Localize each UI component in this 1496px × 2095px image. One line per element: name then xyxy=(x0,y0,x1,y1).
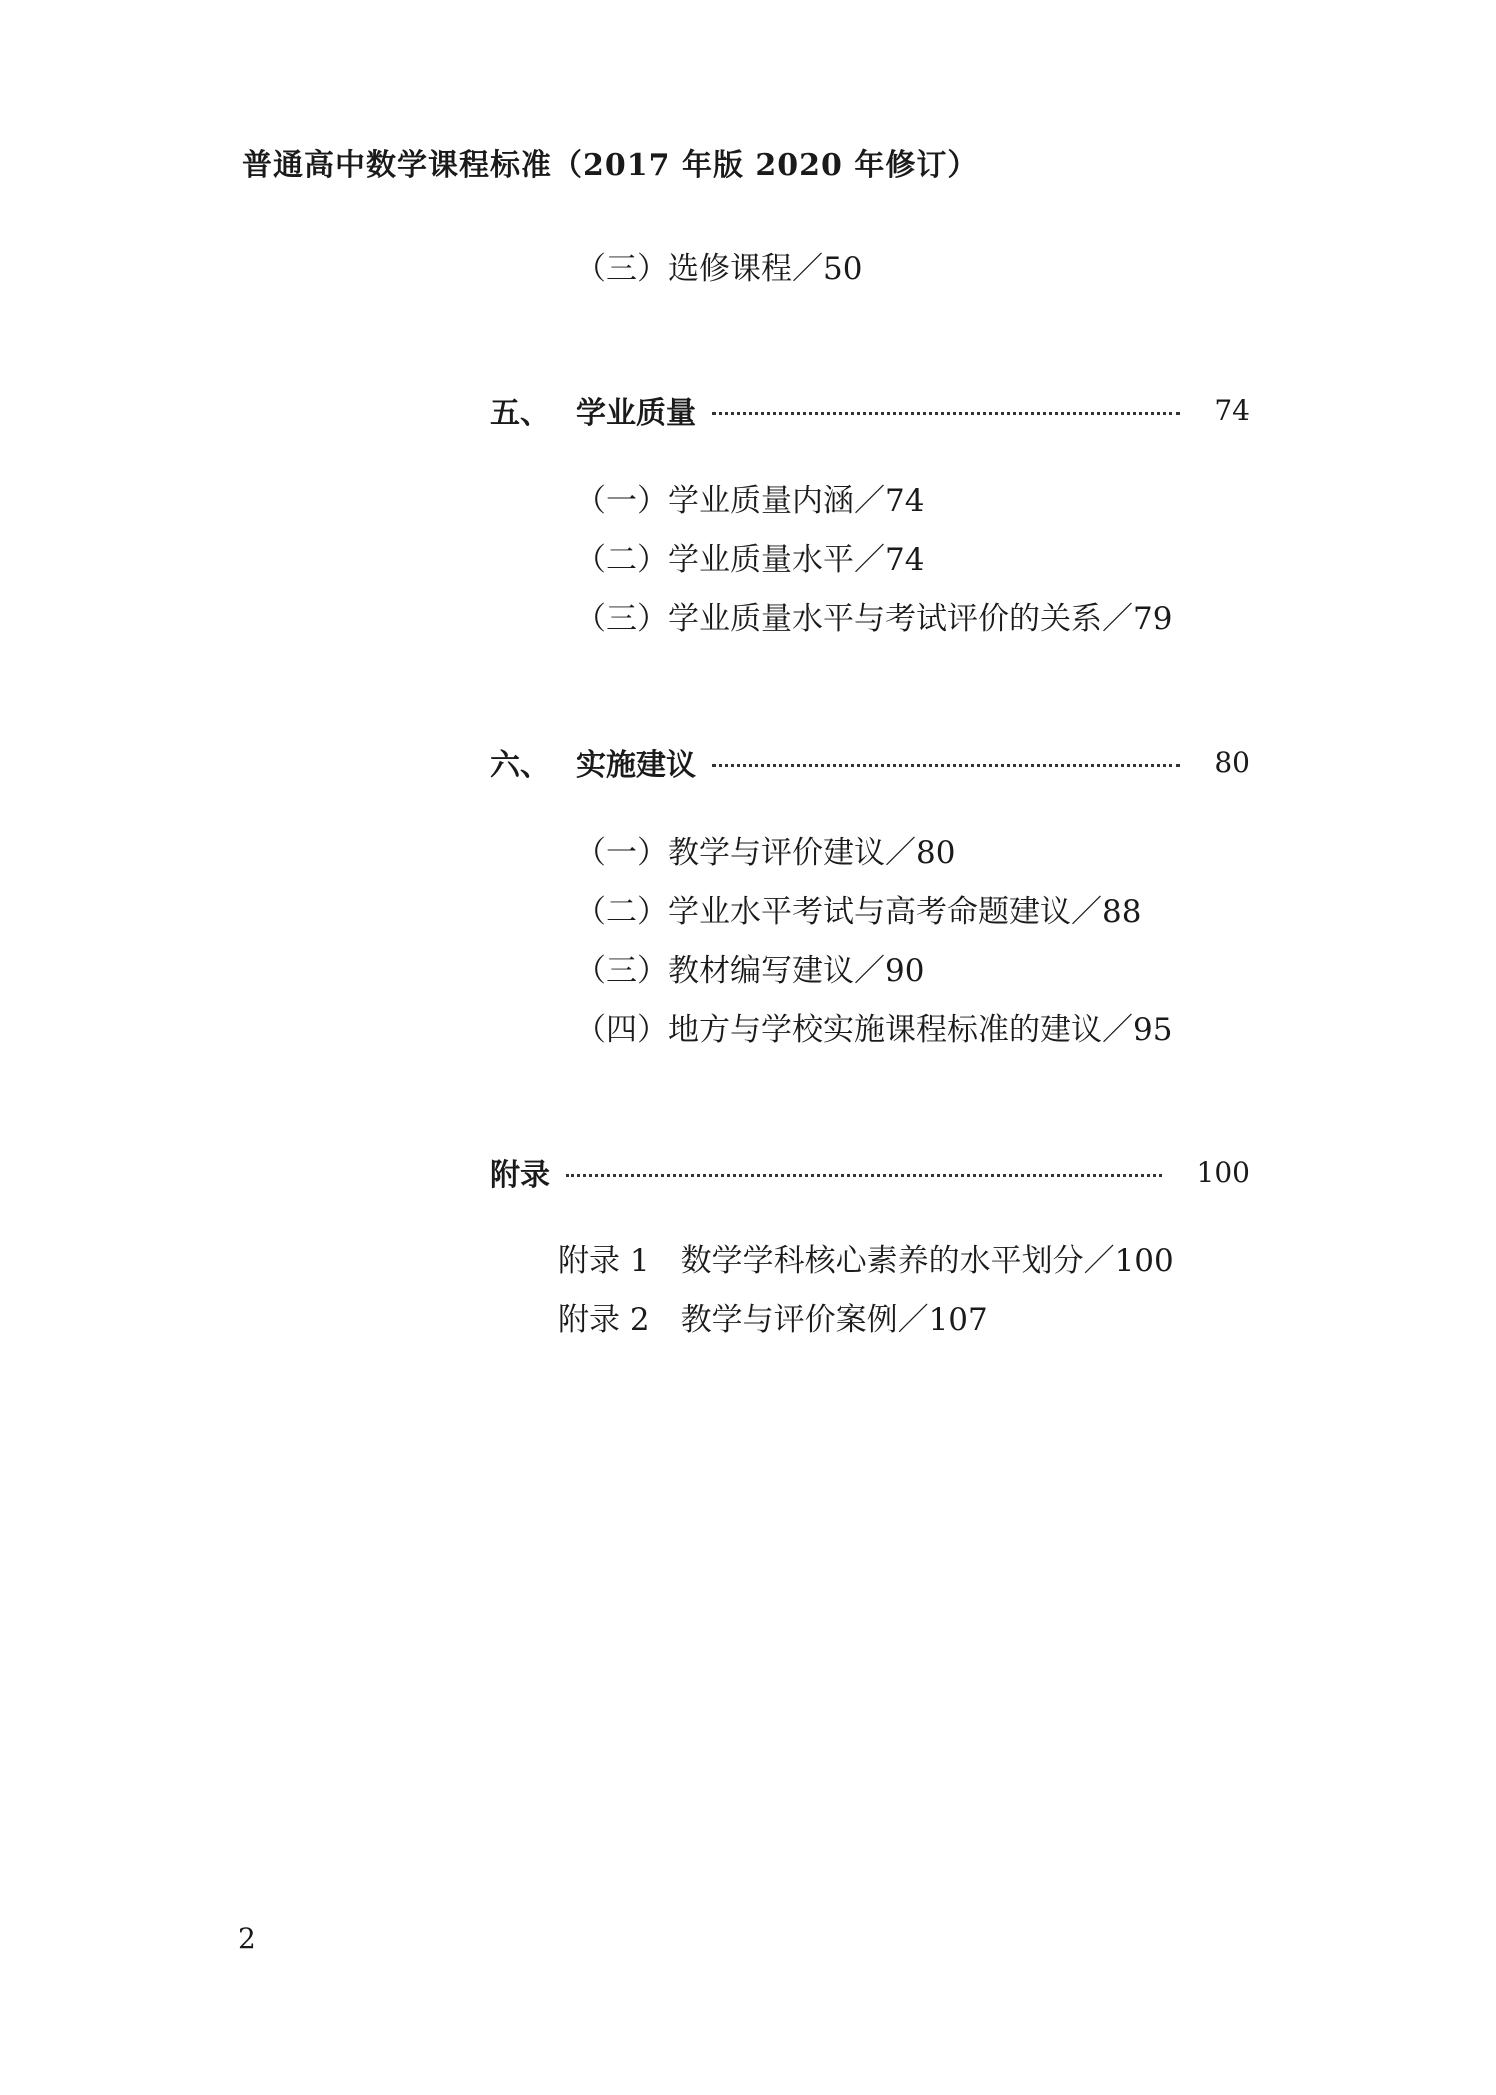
toc-entry[interactable]: （三）选修课程／50 xyxy=(575,251,863,287)
dot-leader xyxy=(712,412,1180,415)
toc-section-heading[interactable] xyxy=(490,388,1250,432)
toc-entry[interactable]: （一）教学与评价建议／80 xyxy=(575,835,956,871)
toc-entry[interactable]: 附录 2 教学与评价案例／107 xyxy=(558,1302,988,1338)
toc-appendix xyxy=(490,1150,1250,1350)
toc-entry[interactable]: （二）学业质量水平／74 xyxy=(575,542,925,578)
section-number: 六、 xyxy=(490,748,550,783)
section-title: 附录 xyxy=(490,1158,550,1193)
page-number: 2 xyxy=(238,1922,256,1955)
section-page-number: 74 xyxy=(1214,393,1250,427)
toc-entry[interactable]: （三）学业质量水平与考试评价的关系／79 xyxy=(575,601,1173,637)
section-title: 学业质量 xyxy=(576,396,696,431)
toc-entry[interactable]: （四）地方与学校实施课程标准的建议／95 xyxy=(575,1012,1173,1048)
toc-section-5 xyxy=(490,388,1250,649)
section-number: 五、 xyxy=(490,396,550,431)
toc-section-heading[interactable] xyxy=(490,1150,1250,1194)
toc-section-6 xyxy=(490,740,1250,1060)
dot-leader xyxy=(712,764,1180,767)
toc-continuation xyxy=(490,240,1250,299)
section-title: 实施建议 xyxy=(576,748,696,783)
section-page-number: 80 xyxy=(1214,745,1250,779)
toc-entry[interactable]: 附录 1 数学学科核心素养的水平划分／100 xyxy=(558,1243,1174,1279)
toc-entry[interactable]: （三）教材编写建议／90 xyxy=(575,953,925,989)
toc-entry[interactable]: （一）学业质量内涵／74 xyxy=(575,483,925,519)
toc-section-heading[interactable] xyxy=(490,740,1250,784)
running-header: 普通高中数学课程标准（2017 年版 2020 年修订） xyxy=(242,148,979,183)
dot-leader xyxy=(566,1174,1162,1177)
section-page-number: 100 xyxy=(1196,1155,1250,1189)
toc-entry[interactable]: （二）学业水平考试与高考命题建议／88 xyxy=(575,894,1142,930)
